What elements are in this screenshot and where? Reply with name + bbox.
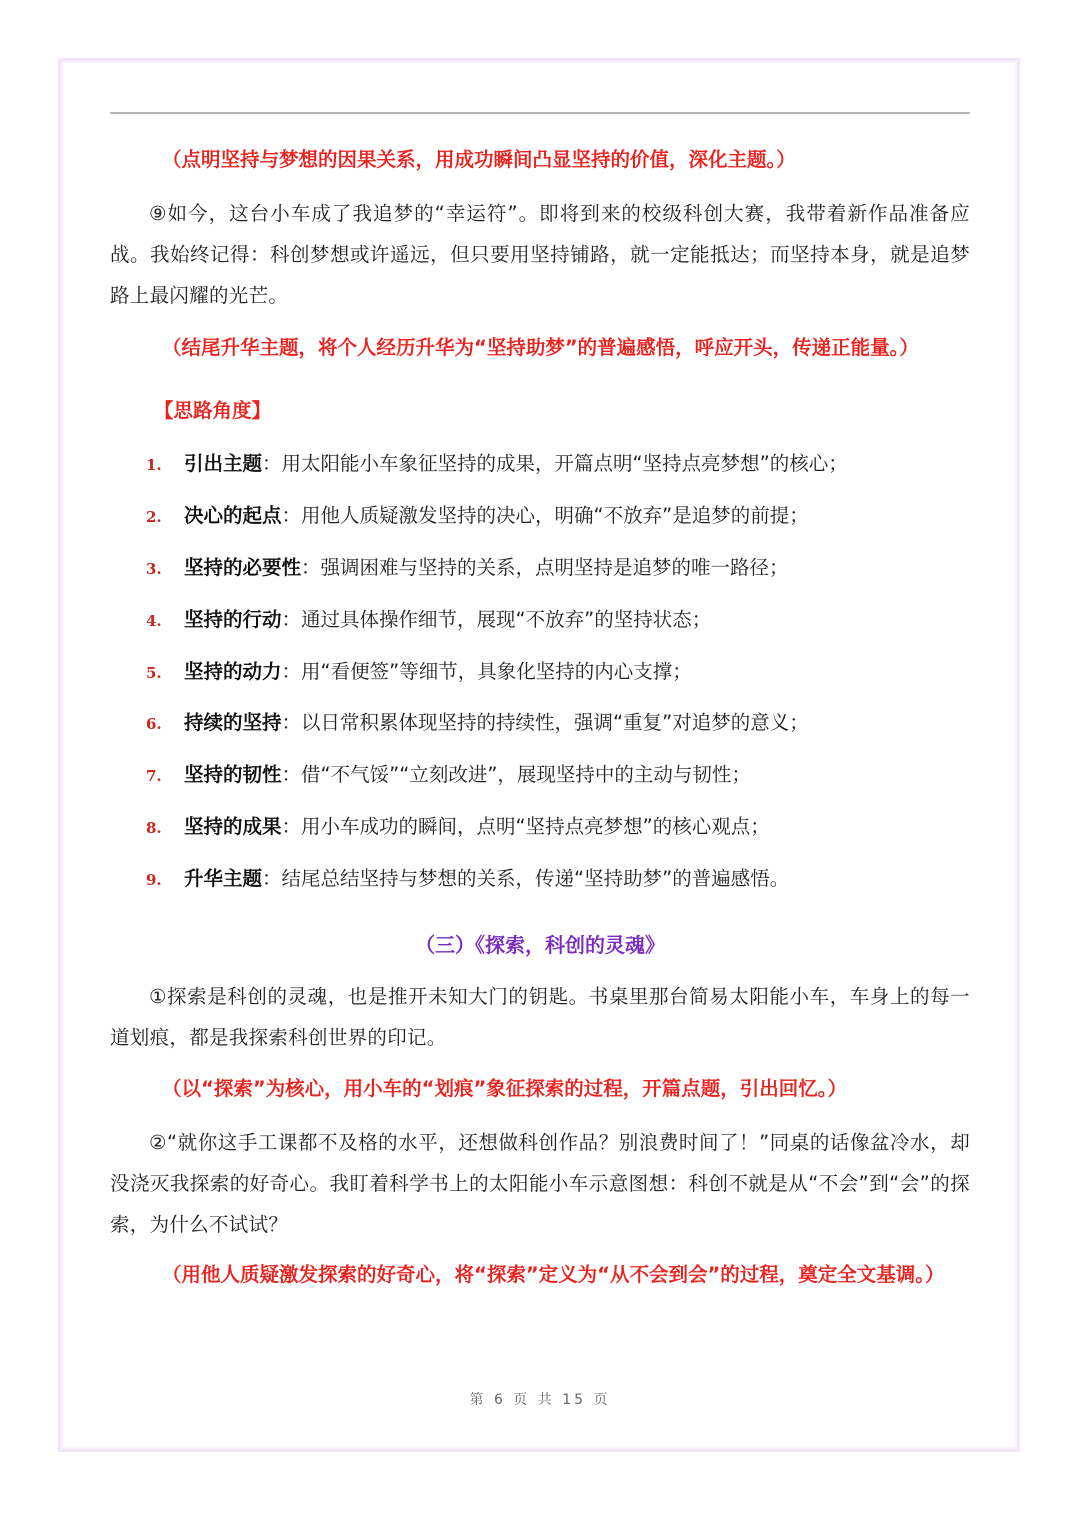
item-number: 7.	[146, 767, 162, 785]
approach-item	[146, 812, 770, 843]
item-title: 坚持的必要性	[184, 556, 302, 579]
item-text: ：通过具体操作细节，展现“不放弃”的坚持状态；	[281, 608, 712, 631]
annotation-note: （点明坚持与梦想的因果关系，用成功瞬间凸显坚持的价值，深化主题。）	[162, 148, 796, 171]
item-title: 坚持的动力	[184, 660, 282, 683]
approach-item	[146, 864, 789, 895]
item-number: 8.	[146, 819, 162, 837]
approach-item	[146, 708, 809, 739]
item-number: 4.	[146, 612, 162, 630]
paragraph: ②“就你这手工课都不及格的水平，还想做科创作品？别浪费时间了！”同桌的话像盆冷水，却没浇灭我探索的好奇心。我盯着科学书上的太阳能小车示意图想：科创不就是从“不会”到“会”的探索，为什么不试试？	[110, 1131, 970, 1236]
item-number: 6.	[146, 715, 162, 733]
annotation-note: （结尾升华主题，将个人经历升华为“坚持助梦”的普遍感悟，呼应开头，传递正能量。）	[162, 336, 919, 359]
page-footer: 第 6 页 共 15 页	[469, 1392, 611, 1408]
item-number: 2.	[146, 508, 162, 526]
item-text: ：结尾总结坚持与梦想的关系，传递“坚持助梦”的普遍感悟。	[262, 867, 790, 890]
item-title: 持续的坚持	[184, 711, 282, 734]
item-text: ：用“看便签”等细节，具象化坚持的内心支撑；	[281, 660, 692, 683]
item-number: 5.	[146, 664, 162, 682]
annotation-note: （以“探索”为核心，用小车的“划痕”象征探索的过程，开篇点题，引出回忆。）	[162, 1077, 848, 1100]
header-rule	[110, 112, 970, 114]
approach-item	[146, 501, 809, 532]
item-text: ：用太阳能小车象征坚持的成果，开篇点明“坚持点亮梦想”的核心；	[262, 452, 848, 475]
item-title: 坚持的韧性	[184, 763, 282, 786]
paragraph: ⑨如今，这台小车成了我追梦的“幸运符”。即将到来的校级科创大赛，我带着新作品准备应战。我始终记得：科创梦想或许遥远，但只要用坚持铺路，就一定能抵达；而坚持本身，就是追梦路上最闪耀的光芒。	[110, 202, 970, 307]
paragraph: ①探索是科创的灵魂，也是推开未知大门的钥匙。书桌里那台简易太阳能小车，车身上的每一道划痕，都是我探索科创世界的印记。	[110, 985, 970, 1049]
item-text: ：以日常积累体现坚持的持续性，强调“重复”对追梦的意义；	[281, 711, 809, 734]
item-title: 引出主题	[184, 452, 263, 475]
item-text: ：借“不气馁”“立刻改进”，展现坚持中的主动与韧性；	[281, 763, 751, 786]
annotation-note: （用他人质疑激发探索的好奇心，将“探索”定义为“从不会到会”的过程，奠定全文基调。）	[162, 1263, 945, 1286]
approach-item	[146, 760, 751, 791]
item-title: 决心的起点	[184, 504, 282, 527]
item-number: 9.	[146, 871, 162, 889]
item-text: ：用他人质疑激发坚持的决心，明确“不放弃”是追梦的前提；	[281, 504, 809, 527]
section-title: （三）《探索，科创的灵魂》	[415, 933, 665, 957]
item-number: 1.	[146, 456, 162, 474]
item-title: 升华主题	[184, 867, 263, 890]
item-number: 3.	[146, 560, 162, 578]
approach-heading: 【思路角度】	[154, 399, 272, 422]
approach-item	[146, 449, 848, 480]
item-title: 坚持的成果	[184, 815, 282, 838]
approach-item	[146, 657, 692, 688]
approach-item	[146, 553, 789, 584]
item-title: 坚持的行动	[184, 608, 282, 631]
approach-item	[146, 605, 711, 636]
item-text: ：强调困难与坚持的关系，点明坚持是追梦的唯一路径；	[301, 556, 789, 579]
item-text: ：用小车成功的瞬间，点明“坚持点亮梦想”的核心观点；	[281, 815, 770, 838]
